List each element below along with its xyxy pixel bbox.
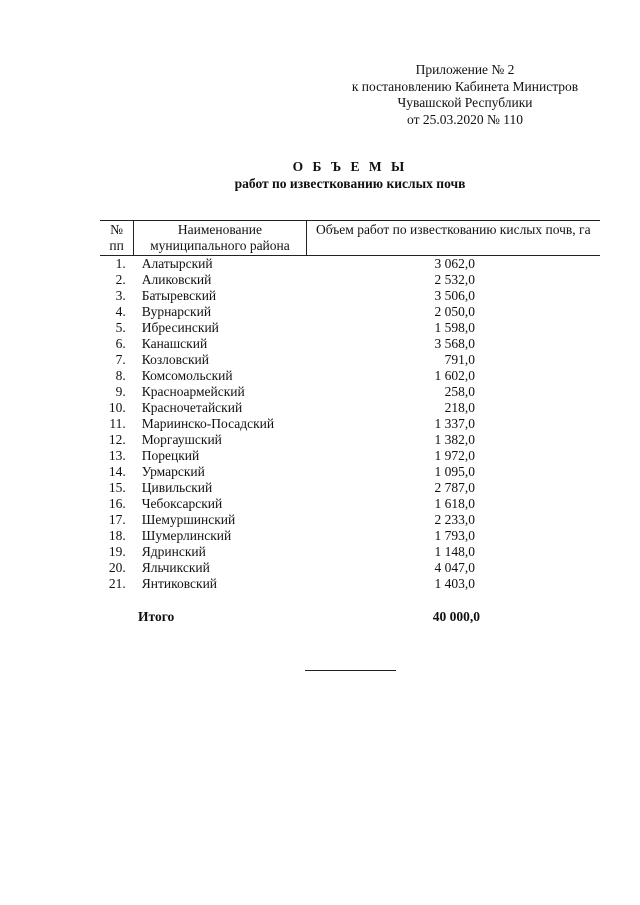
row-district: Порецкий [141, 448, 200, 463]
appendix-number: Приложение № 2 [415, 62, 515, 77]
row-district: Янтиковский [141, 576, 218, 591]
table-row [100, 432, 600, 448]
row-number: 20. [108, 560, 126, 575]
table-row [100, 400, 600, 416]
volumes-table [100, 220, 600, 592]
table-row [100, 496, 600, 512]
row-volume: 3 506,0 [434, 288, 475, 303]
table-row [100, 272, 600, 288]
row-district: Алатырский [141, 256, 213, 271]
row-district: Ибресинский [141, 320, 219, 335]
row-district: Красночетайский [141, 400, 243, 415]
appendix-resolution: к постановлению Кабинета Министров [351, 78, 579, 94]
table-row [100, 544, 600, 560]
row-district: Батыревский [141, 288, 217, 303]
row-volume: 1 095,0 [434, 464, 475, 479]
table-row [100, 256, 600, 273]
row-number: 3. [115, 288, 126, 303]
table-row [100, 352, 600, 368]
row-volume: 2 787,0 [434, 480, 475, 495]
table-row [100, 576, 600, 592]
total-label: Итого [138, 609, 175, 624]
table-row [100, 560, 600, 576]
row-district: Шумерлинский [141, 528, 232, 543]
row-number: 16. [108, 496, 126, 511]
row-volume: 2 532,0 [434, 272, 475, 287]
appendix-header [335, 62, 595, 128]
row-district: Моргаушский [141, 432, 222, 447]
row-district: Аликовский [141, 272, 212, 287]
document-heading [0, 158, 640, 192]
row-district: Мариинско-Посадский [141, 416, 275, 431]
row-volume: 3 062,0 [434, 256, 475, 271]
row-number: 13. [108, 448, 126, 463]
row-volume: 218,0 [444, 400, 475, 415]
row-district: Урмарский [141, 464, 205, 479]
row-district: Козловский [141, 352, 209, 367]
row-district: Вурнарский [141, 304, 212, 319]
total-value: 40 000,0 [432, 609, 480, 624]
row-district: Канашский [141, 336, 208, 351]
table-row [100, 512, 600, 528]
table-row [100, 448, 600, 464]
row-number: 19. [108, 544, 126, 559]
table-row [100, 320, 600, 336]
row-district: Шемуршинский [141, 512, 236, 527]
table-row [100, 528, 600, 544]
row-number: 15. [108, 480, 126, 495]
header-number: № пп [100, 221, 134, 256]
row-number: 1. [115, 256, 126, 271]
row-volume: 1 598,0 [434, 320, 475, 335]
table-row [100, 480, 600, 496]
appendix-date: от 25.03.2020 № 110 [407, 111, 523, 127]
row-number: 6. [115, 336, 126, 351]
row-volume: 3 568,0 [434, 336, 475, 351]
table-row [100, 368, 600, 384]
row-number: 10. [108, 400, 126, 415]
row-number: 9. [115, 384, 126, 399]
row-number: 5. [115, 320, 126, 335]
table-body [100, 256, 600, 593]
table-row [100, 288, 600, 304]
table-row [100, 304, 600, 320]
row-volume: 1 972,0 [434, 448, 475, 463]
table-header-row [100, 221, 600, 256]
row-number: 11. [109, 416, 126, 431]
row-number: 21. [108, 576, 126, 591]
row-number: 4. [115, 304, 126, 319]
row-volume: 1 618,0 [434, 496, 475, 511]
row-number: 17. [108, 512, 126, 527]
appendix-republic: Чувашской Республики [397, 95, 533, 110]
row-volume: 1 602,0 [434, 368, 475, 383]
row-volume: 258,0 [444, 384, 475, 399]
row-volume: 2 233,0 [434, 512, 475, 527]
row-district: Красноармейский [141, 384, 245, 399]
row-district: Яльчикский [141, 560, 210, 575]
header-district: Наименование муниципального района [134, 221, 306, 256]
footer-divider [305, 670, 396, 671]
row-volume: 791,0 [444, 352, 475, 367]
document-subtitle: работ по известкованию кислых почв [234, 176, 466, 191]
row-district: Цивильский [141, 480, 213, 495]
row-number: 8. [115, 368, 126, 383]
row-number: 14. [108, 464, 126, 479]
row-volume: 2 050,0 [434, 304, 475, 319]
row-district: Ядринский [141, 544, 206, 559]
row-volume: 1 403,0 [434, 576, 475, 591]
row-number: 12. [108, 432, 126, 447]
row-volume: 1 337,0 [434, 416, 475, 431]
header-volume: Объем работ по известкованию кислых почв, га [306, 221, 600, 256]
row-district: Комсомольский [141, 368, 233, 383]
row-number: 18. [108, 528, 126, 543]
document-title: О Б Ъ Е М Ы [292, 159, 408, 174]
row-volume: 4 047,0 [434, 560, 475, 575]
row-district: Чебоксарский [141, 496, 223, 511]
row-volume: 1 148,0 [434, 544, 475, 559]
row-volume: 1 382,0 [434, 432, 475, 447]
table-row [100, 464, 600, 480]
table-row [100, 384, 600, 400]
row-volume: 1 793,0 [434, 528, 475, 543]
table-row [100, 416, 600, 432]
row-number: 7. [115, 352, 126, 367]
table-row [100, 336, 600, 352]
row-number: 2. [115, 272, 126, 287]
